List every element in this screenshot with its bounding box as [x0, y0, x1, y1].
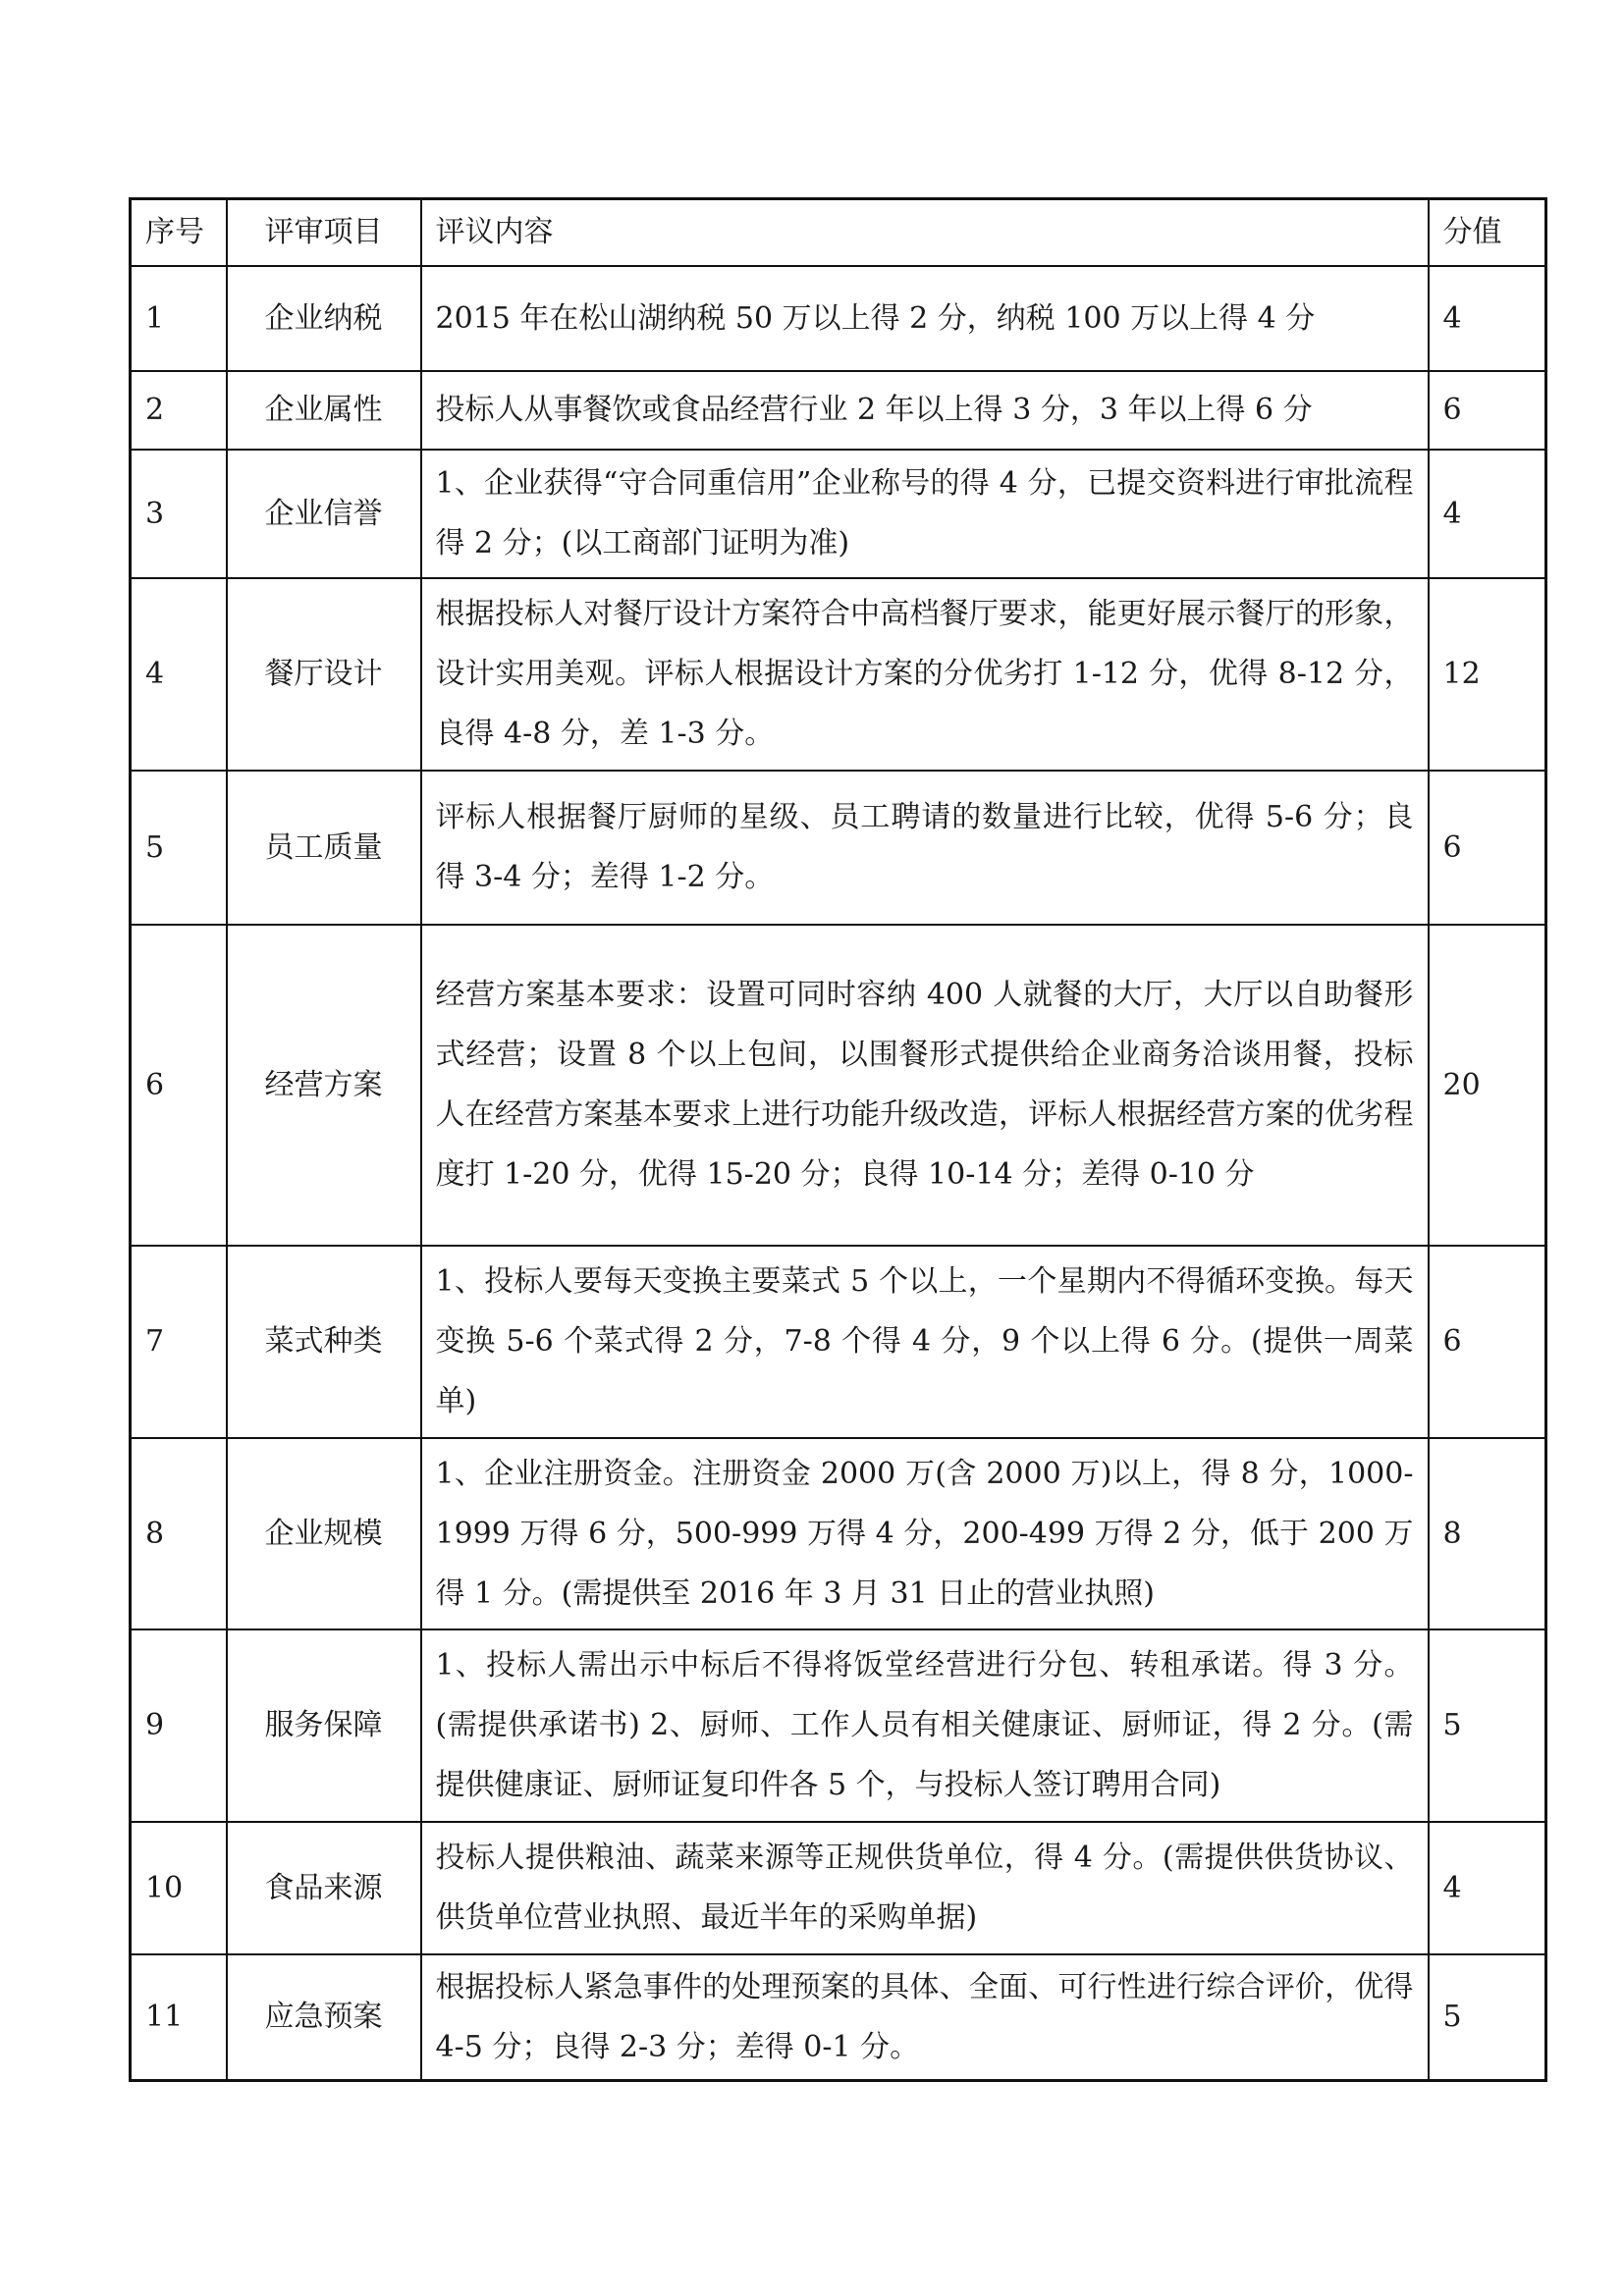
- table-row: [131, 450, 1546, 578]
- row-content: 根据投标人紧急事件的处理预案的具体、全面、可行性进行综合评价，优得 4-5 分；良得 2-3 分；差得 0-1 分。: [421, 1954, 1429, 2081]
- table-row: [131, 1246, 1546, 1438]
- row-score: 4: [1429, 450, 1546, 578]
- table-header-row: [131, 199, 1546, 266]
- table-row: [131, 1822, 1546, 1954]
- row-score: 5: [1429, 1954, 1546, 2081]
- table-row: [131, 1438, 1546, 1629]
- row-score: 12: [1429, 578, 1546, 771]
- row-score: 6: [1429, 371, 1546, 450]
- header-content: 评议内容: [421, 199, 1429, 266]
- table-row: [131, 1629, 1546, 1822]
- table-row: [131, 578, 1546, 771]
- row-no: 4: [131, 578, 227, 771]
- header-score: 分值: [1429, 199, 1546, 266]
- evaluation-table: [129, 197, 1547, 2082]
- row-content: 1、企业获得“守合同重信用”企业称号的得 4 分，已提交资料进行审批流程得 2 分；(以工商部门证明为准): [421, 450, 1429, 578]
- row-content: 经营方案基本要求：设置可同时容纳 400 人就餐的大厅，大厅以自助餐形式经营；设置 8 个以上包间，以围餐形式提供给企业商务洽谈用餐，投标人在经营方案基本要求上进行功能升级改造，评标人根据经营方案的优劣程度打 1-20 分，优得 15-20 分；良得 10-14 分；差得 0-10 分: [421, 925, 1429, 1246]
- row-content: 投标人提供粮油、蔬菜来源等正规供货单位，得 4 分。(需提供供货协议、供货单位营业执照、最近半年的采购单据): [421, 1822, 1429, 1954]
- row-item: 企业规模: [227, 1438, 421, 1629]
- row-item: 企业纳税: [227, 266, 421, 371]
- table-row: [131, 371, 1546, 450]
- row-content: 1、企业注册资金。注册资金 2000 万(含 2000 万)以上，得 8 分，1000-1999 万得 6 分，500-999 万得 4 分，200-499 万得 2 分，低于 200 万得 1 分。(需提供至 2016 年 3 月 31 日止的营业执照): [421, 1438, 1429, 1629]
- row-score: 20: [1429, 925, 1546, 1246]
- table-row: [131, 925, 1546, 1246]
- row-no: 9: [131, 1629, 227, 1822]
- row-score: 4: [1429, 266, 1546, 371]
- row-no: 5: [131, 771, 227, 925]
- row-score: 5: [1429, 1629, 1546, 1822]
- table-row: [131, 266, 1546, 371]
- row-content: 投标人从事餐饮或食品经营行业 2 年以上得 3 分，3 年以上得 6 分: [421, 371, 1429, 450]
- header-no: 序号: [131, 199, 227, 266]
- row-item: 食品来源: [227, 1822, 421, 1954]
- row-content: 1、投标人需出示中标后不得将饭堂经营进行分包、转租承诺。得 3 分。(需提供承诺书) 2、厨师、工作人员有相关健康证、厨师证，得 2 分。(需提供健康证、厨师证复印件各 5 个，与投标人签订聘用合同): [421, 1629, 1429, 1822]
- row-score: 4: [1429, 1822, 1546, 1954]
- row-no: 1: [131, 266, 227, 371]
- row-content: 1、投标人要每天变换主要菜式 5 个以上，一个星期内不得循环变换。每天变换 5-6 个菜式得 2 分，7-8 个得 4 分，9 个以上得 6 分。(提供一周菜单): [421, 1246, 1429, 1438]
- row-no: 11: [131, 1954, 227, 2081]
- table-row: [131, 1954, 1546, 2081]
- row-no: 2: [131, 371, 227, 450]
- row-item: 菜式种类: [227, 1246, 421, 1438]
- row-item: 应急预案: [227, 1954, 421, 2081]
- row-item: 经营方案: [227, 925, 421, 1246]
- row-item: 餐厅设计: [227, 578, 421, 771]
- row-content: 2015 年在松山湖纳税 50 万以上得 2 分，纳税 100 万以上得 4 分: [421, 266, 1429, 371]
- row-item: 企业信誉: [227, 450, 421, 578]
- row-no: 7: [131, 1246, 227, 1438]
- row-item: 员工质量: [227, 771, 421, 925]
- row-content: 评标人根据餐厅厨师的星级、员工聘请的数量进行比较，优得 5-6 分；良得 3-4 分；差得 1-2 分。: [421, 771, 1429, 925]
- row-item: 服务保障: [227, 1629, 421, 1822]
- header-item: 评审项目: [227, 199, 421, 266]
- row-no: 8: [131, 1438, 227, 1629]
- row-no: 3: [131, 450, 227, 578]
- row-score: 6: [1429, 771, 1546, 925]
- row-item: 企业属性: [227, 371, 421, 450]
- table-row: [131, 771, 1546, 925]
- row-no: 6: [131, 925, 227, 1246]
- row-score: 8: [1429, 1438, 1546, 1629]
- row-no: 10: [131, 1822, 227, 1954]
- row-score: 6: [1429, 1246, 1546, 1438]
- row-content: 根据投标人对餐厅设计方案符合中高档餐厅要求，能更好展示餐厅的形象，设计实用美观。评标人根据设计方案的分优劣打 1-12 分，优得 8-12 分，良得 4-8 分，差 1-3 分。: [421, 578, 1429, 771]
